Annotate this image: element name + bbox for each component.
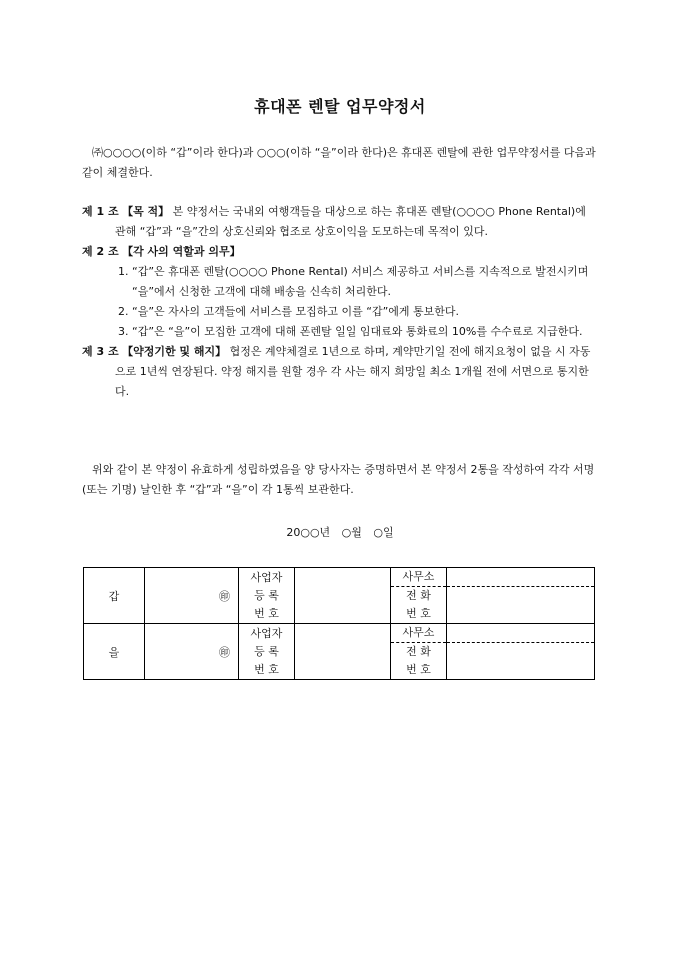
reg-label-line: 번 호 <box>254 662 279 676</box>
business-reg-value <box>295 624 391 680</box>
reg-label-line: 사업자 <box>250 626 283 640</box>
article-3-number: 제 3 조 <box>82 345 119 358</box>
article-3-text: 협정은 계약체결로 1년으로 하며, 계약만기일 전에 해지요청이 없을 시 자동으로 1년씩 연장된다. 약정 해지를 원할 경우 각 사는 해지 희망일 최소 1개월 전에 서면으로 통지한다. <box>115 345 591 398</box>
article-2-items <box>82 262 597 342</box>
article-2-item: 2. “을”은 자사의 고객들에 서비스를 모집하고 이를 “갑”에게 통보한다. <box>118 305 460 318</box>
signature-row-eul <box>84 624 595 680</box>
office-phone-labels <box>391 568 447 624</box>
article-3-title: 【약정기한 및 해지】 <box>122 345 227 358</box>
office-phone-values <box>447 568 595 624</box>
office-value <box>447 624 594 643</box>
document-title: 휴대폰 렌탈 업무약정서 <box>254 97 426 116</box>
office-value <box>447 568 594 587</box>
phone-label: 전 화 <box>406 645 431 658</box>
article-1-title: 【목 적】 <box>122 205 170 218</box>
business-reg-label <box>239 568 295 624</box>
contract-date: 20○○년 ○월 ○일 <box>286 526 394 539</box>
article-2-number: 제 2 조 <box>82 245 119 258</box>
party-label: 을 <box>84 624 145 680</box>
party-label: 갑 <box>84 568 145 624</box>
articles-section <box>82 202 597 402</box>
number-label: 번 호 <box>406 663 431 676</box>
phone-value <box>447 643 594 661</box>
closing-paragraph: 위와 같이 본 약정이 유효하게 성립하였음을 양 당사자는 증명하면서 본 약정서 2통을 작성하여 각각 서명(또는 기명) 날인한 후 “갑”과 “을”이 각 1통씩 보관한다. <box>82 463 595 496</box>
business-reg-label <box>239 624 295 680</box>
business-reg-value <box>295 568 391 624</box>
article-1-text: 본 약정서는 국내외 여행객들을 대상으로 하는 휴대폰 렌탈(○○○○ Phone Rental)에 관해 “갑”과 “을”간의 상호신뢰와 협조로 상호이익을 도모하는데 목적이 있다. <box>115 205 586 238</box>
reg-label-line: 등 록 <box>254 644 279 658</box>
article-2-item: 3. “갑”은 “을”이 모집한 고객에 대해 폰렌탈 일일 임대료와 통화료의 10%를 수수료로 지급한다. <box>118 325 583 338</box>
office-label: 사무소 <box>391 568 446 587</box>
office-phone-values <box>447 624 595 680</box>
article-1-number: 제 1 조 <box>82 205 119 218</box>
reg-label-line: 사업자 <box>250 570 283 584</box>
intro-paragraph: ㈜○○○○(이하 “갑”이라 한다)과 ○○○(이하 “을”이라 한다)은 휴대폰 렌탈에 관한 업무약정서를 다음과 같이 체결한다. <box>82 146 596 179</box>
number-value <box>447 605 594 623</box>
phone-value <box>447 587 594 605</box>
office-phone-labels <box>391 624 447 680</box>
article-2-title: 【각 사의 역할과 의무】 <box>122 245 241 258</box>
phone-label: 전 화 <box>406 589 431 602</box>
article-2 <box>82 242 597 342</box>
seal-mark: ㊞ <box>145 568 239 624</box>
office-label: 사무소 <box>391 624 446 643</box>
signature-table <box>83 567 595 680</box>
reg-label-line: 번 호 <box>254 606 279 620</box>
article-1 <box>82 202 597 242</box>
seal-mark: ㊞ <box>145 624 239 680</box>
article-3 <box>82 342 597 402</box>
number-value <box>447 661 594 679</box>
reg-label-line: 등 록 <box>254 588 279 602</box>
signature-row-gap <box>84 568 595 624</box>
number-label: 번 호 <box>406 607 431 620</box>
article-2-item: 1. “갑”은 휴대폰 렌탈(○○○○ Phone Rental) 서비스 제공하고 서비스를 지속적으로 발전시키며 “을”에서 신청한 고객에 대해 배송을 신속히 처리한다. <box>118 265 589 298</box>
